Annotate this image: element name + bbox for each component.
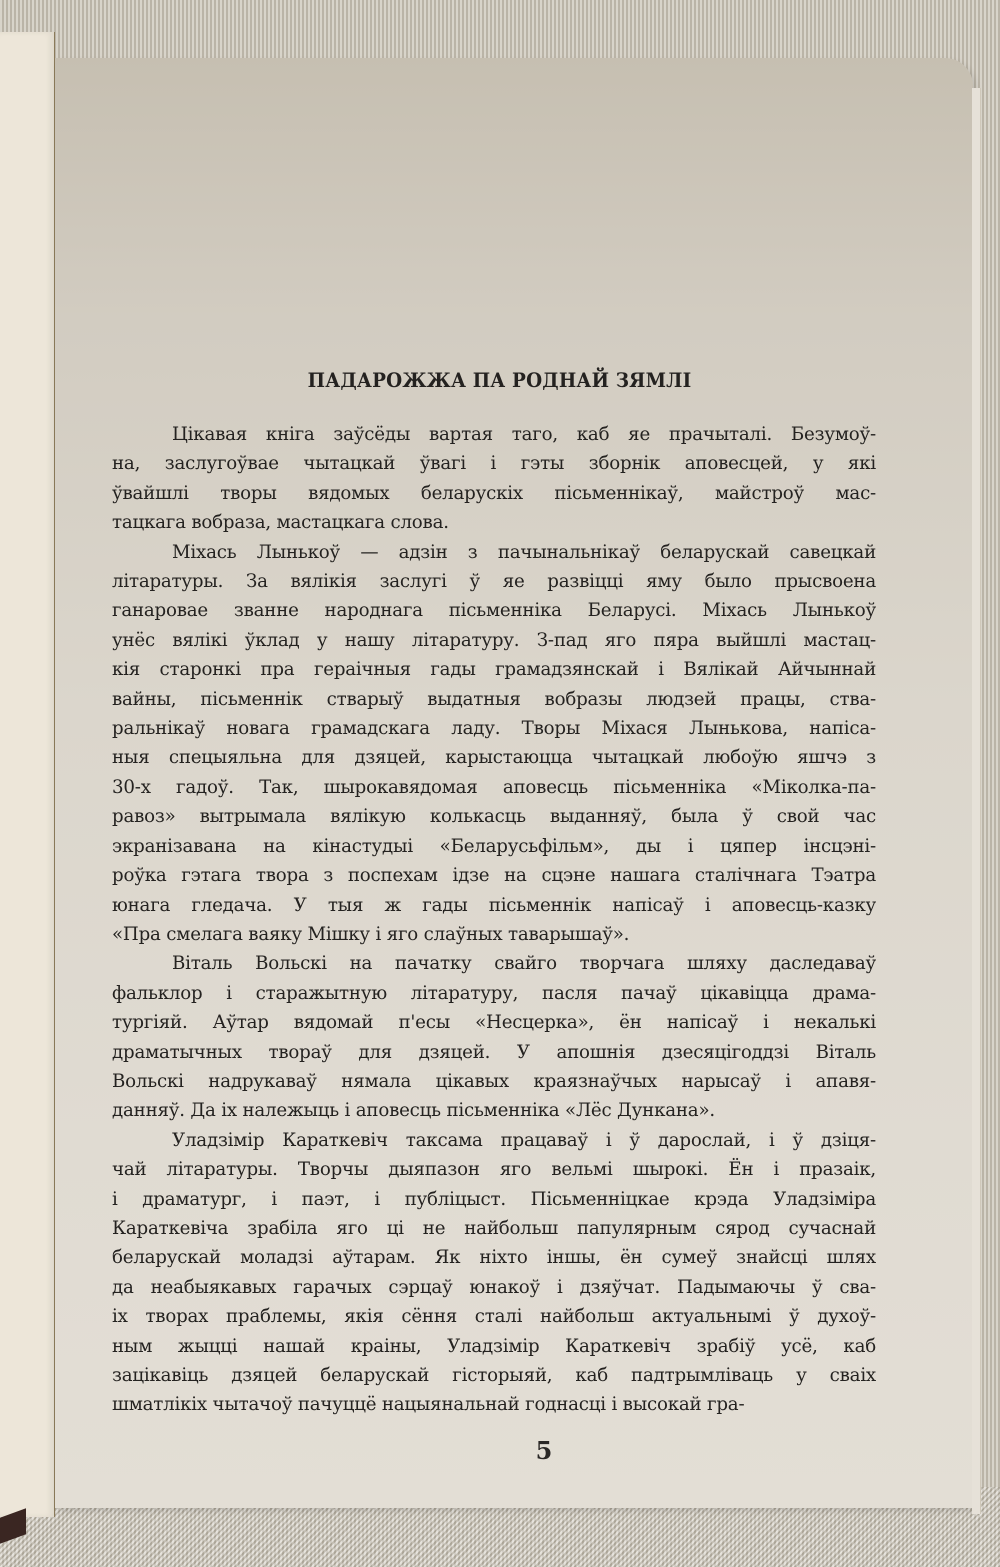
- text-line: экранізавана на кінастудыі «Беларусьфільм», ды і цяпер інсцэні-: [112, 835, 876, 857]
- text-line: тургіяй. Аўтар вядомай п'есы «Несцерка», ён напісаў і некалькі: [112, 1012, 876, 1034]
- text-line: да неабыякавых гарачых сэрцаў юнакоў і дзяўчат. Падымаючы ў сва-: [112, 1276, 876, 1298]
- text-line: Караткевіча зрабіла яго ці не найбольш папулярным сярод сучаснай: [112, 1217, 876, 1239]
- text-line: на, заслугоўвае чытацкай ўвагі і гэты зборнік аповесцей, у які: [112, 453, 876, 475]
- text-line: Міхась Лынькоў — адзін з пачынальнікаў беларускай савецкай: [172, 541, 876, 563]
- text-line: Цікавая кніга заўсёды вартая таго, каб яе прачыталі. Безумоў-: [172, 424, 876, 445]
- text-line: чай літаратуры. Творчы дыяпазон яго вельмі шырокі. Ён і празаік,: [112, 1159, 876, 1181]
- text-line: фальклор і старажытную літаратуру, пасля пачаў цікавіцца драма-: [112, 982, 876, 1004]
- text-line: Віталь Вольскі на пачатку свайго творчага шляху даследаваў: [172, 953, 876, 975]
- paragraph: [112, 538, 876, 950]
- text-line: ганаровае званне народнага пісьменніка Беларусі. Міхась Лынькоў: [112, 600, 876, 622]
- text-line: Уладзімір Караткевіч таксама працаваў і ў дарослай, і ў дзіця-: [172, 1129, 876, 1151]
- text-line: ўвайшлі творы вядомых беларускіх пісьменнікаў, майстроў мас-: [112, 482, 876, 504]
- text-line: юнага гледача. У тыя ж гады пісьменнік напісаў і аповесць-казку: [112, 894, 876, 916]
- paragraph: [112, 420, 876, 538]
- body-text: [112, 420, 876, 1420]
- text-line: ным жыцці нашай краіны, Уладзімір Караткевіч зрабіў усё, каб: [112, 1335, 876, 1357]
- paragraph: [112, 1126, 876, 1420]
- chapter-title: ПАДАРОЖЖА ПА РОДНАЙ ЗЯМЛІ: [307, 368, 692, 392]
- text-line: беларускай моладзі аўтарам. Як ніхто іншы, ён сумеў знайсці шлях: [112, 1247, 876, 1269]
- text-line: зацікавіць дзяцей беларускай гісторыяй, каб падтрымліваць у сваіх: [112, 1365, 876, 1386]
- text-line: кія старонкі пра гераічныя гады грамадзянскай і Вялікай Айчыннай: [112, 659, 876, 681]
- page-number: 5: [535, 1436, 553, 1465]
- book-page: [55, 58, 973, 1508]
- page-content: [112, 368, 876, 1420]
- text-line: ныя спецыяльна для дзяцей, карыстаюцца чытацкай любоўю яшчэ з: [112, 747, 876, 769]
- text-line: равоз» вытрымала вялікую колькасць выданняў, была ў свой час: [112, 806, 876, 828]
- text-line: 30-х гадоў. Так, шырокавядомая аповесць пісьменніка «Міколка-па-: [112, 776, 876, 798]
- text-line: «Пра смелага ваяку Мішку і яго слаўных таварышаў».: [112, 923, 630, 945]
- text-line: тацкага вобраза, мастацкага слова.: [112, 512, 449, 534]
- text-line: ральнікаў новага грамадскага ладу. Творы Міхася Лынькова, напіса-: [112, 718, 876, 740]
- text-line: іх творах праблемы, якія сёння сталі найбольш актуальнымі ў духоў-: [112, 1306, 876, 1328]
- text-line: драматычных твораў для дзяцей. У апошнія дзесяцігоддзі Віталь: [112, 1041, 876, 1063]
- text-line: шматлікіх чытачоў пачуццё нацыянальнай годнасці і высокай гра-: [112, 1394, 745, 1416]
- text-line: вайны, пісьменнік стварыў выдатныя вобразы людзей працы, ства-: [112, 688, 876, 710]
- text-line: данняў. Да іх належыць і аповесць пісьменніка «Лёс Дункана».: [112, 1100, 715, 1122]
- text-line: унёс вялікі ўклад у нашу літаратуру. З-пад яго пяра выйшлі мастац-: [112, 629, 876, 651]
- text-line: і драматург, і паэт, і публіцыст. Пісьменніцкае крэда Уладзіміра: [112, 1188, 876, 1210]
- text-line: роўка гэтага твора з поспехам ідзе на сцэне нашага сталічнага Тэатра: [112, 865, 876, 887]
- text-line: літаратуры. За вялікія заслугі ў яе развіцці яму было прысвоена: [112, 571, 876, 593]
- paragraph: [112, 949, 876, 1125]
- facing-page-edge: [0, 32, 55, 1517]
- text-line: Вольскі надрукаваў нямала цікавых краязнаўчых нарысаў і апавя-: [112, 1070, 876, 1092]
